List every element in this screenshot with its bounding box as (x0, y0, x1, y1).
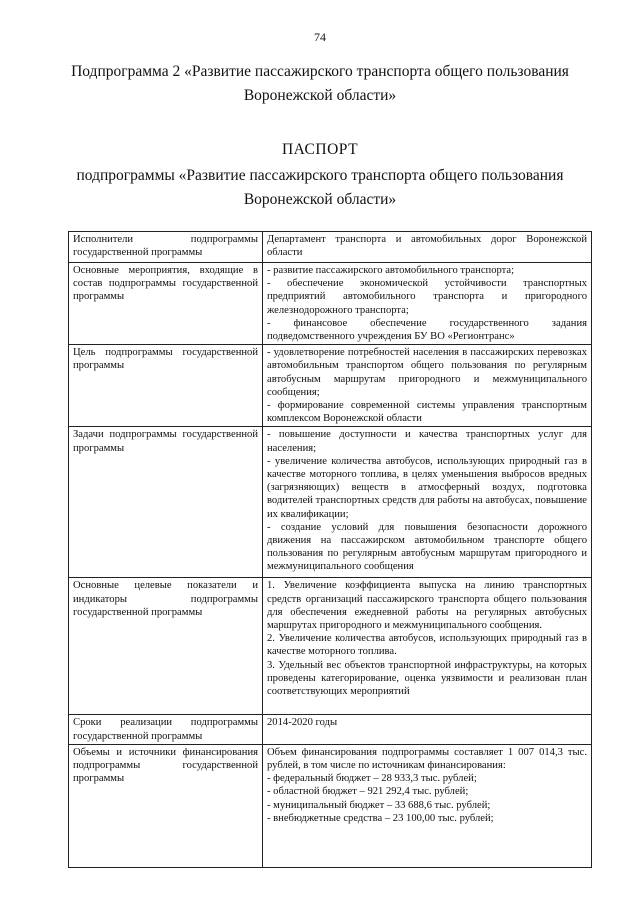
passport-subtitle-line-2: Воронежской области» (243, 191, 397, 208)
table-row-timeline (69, 715, 592, 744)
value-line: - удовлетворение потребностей населения в пассажирских перевозках автомобильным транспортом общего пользования по регулярным автобусным маршрутам пригородного и межмуниципального сообщения; (267, 347, 587, 398)
row-value (263, 578, 592, 715)
row-label: Сроки реализации подпрограммы государственной программы (69, 715, 263, 744)
table-row-main-activities (69, 263, 592, 345)
value-line: 3. Удельный вес объектов транспортной инфраструктуры, на которых проведены категорирование, оценка уязвимости и реализован план соответствующих мероприятий (267, 659, 587, 698)
value-line: - федеральный бюджет – 28 933,3 тыс. рублей; (267, 773, 477, 785)
subprogram-title (0, 60, 640, 108)
passport-subtitle-line-1: подпрограммы «Развитие пассажирского транспорта общего пользования (76, 167, 564, 184)
value-line: - развитие пассажирского автомобильного транспорта; (267, 265, 515, 276)
value-line: - муниципальный бюджет – 33 688,6 тыс. рублей; (267, 799, 491, 811)
value-line: Объем финансирования подпрограммы составляет 1 007 014,3 тыс. рублей, в том числе по источникам финансирования: (267, 746, 587, 772)
value-line: - повышение доступности и качества транспортных услуг для населения; (267, 429, 587, 454)
value-line: - увеличение количества автобусов, использующих природный газ в качестве моторного топлива, в целях уменьшения выбросов вредных (загрязняющих) веществ в атмосферный воздух, подготовка водителей транспортных средств для работы на автобусах, повышение их квалификации; (267, 455, 587, 520)
page-number: 74 (314, 30, 326, 44)
value-line: - создание условий для повышения безопасности дорожного движения на пассажирском автомобильном транспорте общего пользования по регулярным автобусным маршрутам пригородного и межмуниципального сообщения (267, 521, 587, 573)
value-line: Департамент транспорта и автомобильных дорог Воронежской области (267, 234, 587, 259)
table-row-tasks (69, 427, 592, 578)
row-label: Объемы и источники финансирования подпрограммы государственной программы (69, 744, 263, 867)
row-label: Задачи подпрограммы государственной программы (69, 427, 263, 578)
value-line: 2. Увеличение количества автобусов, использующих природный газ в качестве моторного топлива. (267, 633, 587, 658)
subprogram-title-line-2: Воронежской области» (243, 87, 397, 104)
value-line: - областной бюджет – 921 292,4 тыс. рублей; (267, 786, 469, 798)
row-label: Исполнители подпрограммы государственной программы (69, 232, 263, 263)
passport-table (68, 231, 592, 868)
table-row-funding (69, 744, 592, 867)
subprogram-title-line-1: Подпрограмма 2 «Развитие пассажирского транспорта общего пользования (71, 63, 569, 80)
value-line: - финансовое обеспечение государственного задания подведомственного учреждения БУ ВО «Регионтранс» (267, 317, 587, 343)
passport-heading: ПАСПОРТ (281, 141, 359, 158)
row-value (263, 345, 592, 427)
row-value (263, 715, 592, 744)
table-row-goal (69, 345, 592, 427)
row-value (263, 744, 592, 867)
value-line: 2014-2020 годы (267, 717, 338, 729)
table-row-executors (69, 232, 592, 263)
passport-subtitle (0, 164, 640, 212)
value-line: - формирование современной системы управления транспортным комплексом Воронежской области (267, 400, 587, 425)
row-value (263, 232, 592, 263)
row-label: Основные целевые показатели и индикаторы подпрограммы государственной программы (69, 578, 263, 715)
table-row-indicators (69, 578, 592, 715)
row-value (263, 263, 592, 345)
value-line: - обеспечение экономической устойчивости транспортных предприятий автомобильного транспорта и пригородного железнодорожного транспорта; (267, 278, 587, 316)
row-label: Основные мероприятия, входящие в состав подпрограммы государственной программы (69, 263, 263, 345)
row-value (263, 427, 592, 578)
value-line: 1. Увеличение коэффициента выпуска на линию транспортных средств организаций пассажирского транспорта общего пользования для обеспечения ежедневной работы на регулярных автобусных маршрутах пригородного и межмуниципального сообщения. (267, 580, 587, 632)
row-label: Цель подпрограммы государственной программы (69, 345, 263, 427)
value-line: - внебюджетные средства – 23 100,00 тыс. рублей; (267, 812, 494, 824)
